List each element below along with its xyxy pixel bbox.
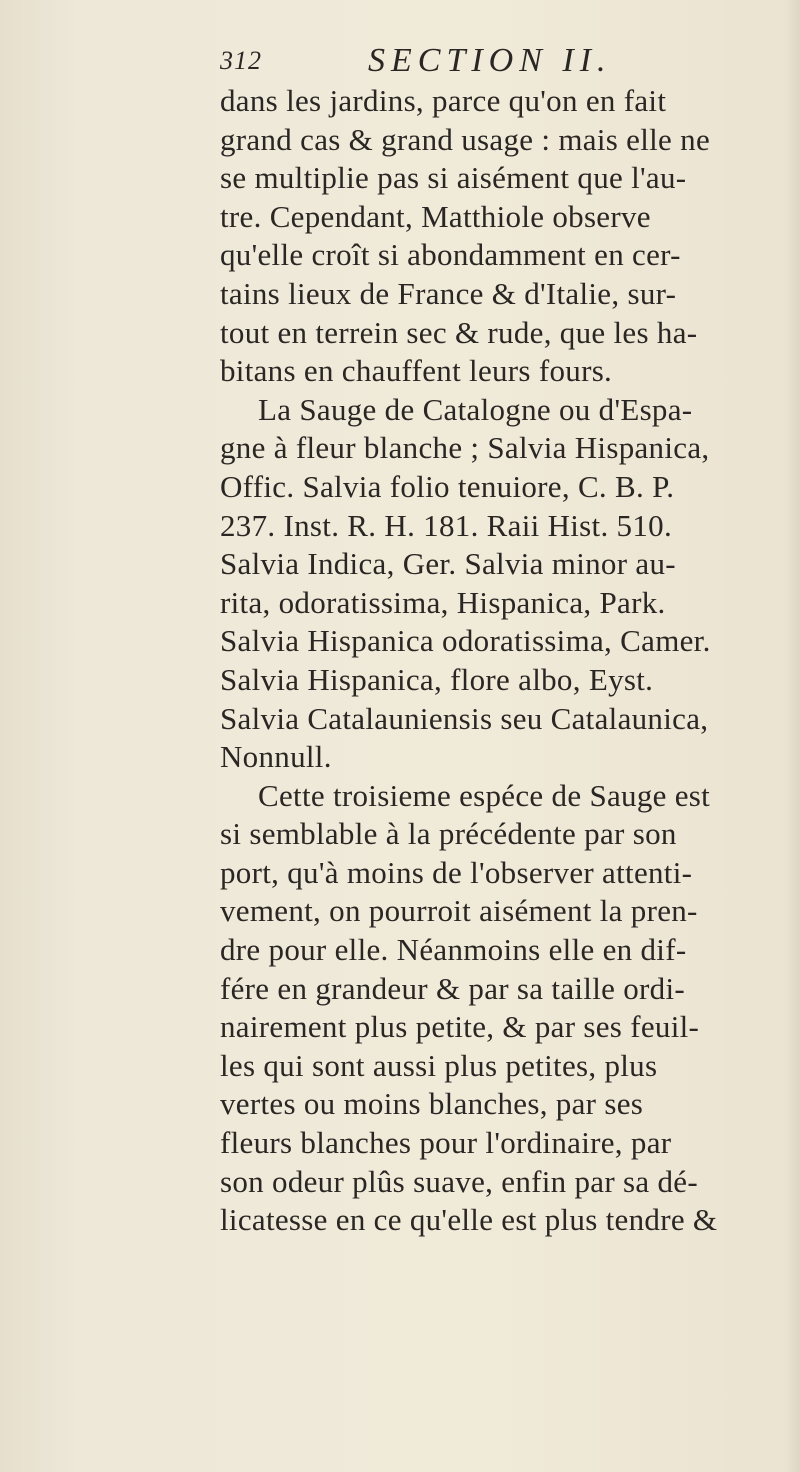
paragraph-third-species <box>220 777 800 1240</box>
text-line: Nonnull. <box>220 739 332 775</box>
text-line: gne à fleur blanche ; Salvia Hispanica, <box>220 430 710 466</box>
text-line: Salvia Hispanica odoratissima, Camer. <box>220 623 711 659</box>
section-title: SECTION II. <box>368 42 612 79</box>
text-line: nairement plus petite, & par ses feuil- <box>220 1009 700 1045</box>
text-line: si semblable à la précédente par son <box>220 816 677 852</box>
paragraph-catalogne-sage <box>220 391 800 777</box>
text-line: La Sauge de Catalogne ou d'Espa- <box>258 391 693 427</box>
text-line: qu'elle croît si abondamment en cer- <box>220 237 681 273</box>
text-line: Cette troisieme espéce de Sauge est <box>258 777 711 813</box>
text-line: rita, odoratissima, Hispanica, Park. <box>220 584 666 620</box>
text-line: se multiplie pas si aisément que l'au- <box>220 160 687 196</box>
text-line: dre pour elle. Néanmoins elle en dif- <box>220 932 687 968</box>
text-line: vertes ou moins blanches, par ses <box>220 1086 644 1122</box>
text-line: tout en terrein sec & rude, que les ha- <box>220 314 698 350</box>
body-text <box>220 82 800 1240</box>
text-line: licatesse en ce qu'elle est plus tendre & <box>220 1202 718 1238</box>
text-line: Salvia Hispanica, flore albo, Eyst. <box>220 661 654 697</box>
paragraph-continuation <box>220 82 800 391</box>
text-line: fére en grandeur & par sa taille ordi- <box>220 970 685 1006</box>
text-line: bitans en chauffent leurs fours. <box>220 353 613 389</box>
text-line: Salvia Catalauniensis seu Catalaunica, <box>220 700 709 736</box>
text-line: tains lieux de France & d'Italie, sur- <box>220 275 677 311</box>
text-line: vement, on pourroit aisément la pren- <box>220 893 698 929</box>
text-line: port, qu'à moins de l'observer attenti- <box>220 854 693 890</box>
text-line: Offic. Salvia folio tenuiore, C. B. P. <box>220 468 675 504</box>
text-line: tre. Cependant, Matthiole observe <box>220 198 651 234</box>
page-number: 312 <box>220 46 262 75</box>
text-line: Salvia Indica, Ger. Salvia minor au- <box>220 546 676 582</box>
text-line: les qui sont aussi plus petites, plus <box>220 1047 658 1083</box>
text-line: 237. Inst. R. H. 181. Raii Hist. 510. <box>220 507 673 543</box>
text-line: dans les jardins, parce qu'on en fait <box>220 83 667 118</box>
text-line: son odeur plûs suave, enfin par sa dé- <box>220 1163 698 1199</box>
text-line: fleurs blanches pour l'ordinaire, par <box>220 1125 672 1161</box>
text-line: grand cas & grand usage : mais elle ne <box>220 121 711 157</box>
